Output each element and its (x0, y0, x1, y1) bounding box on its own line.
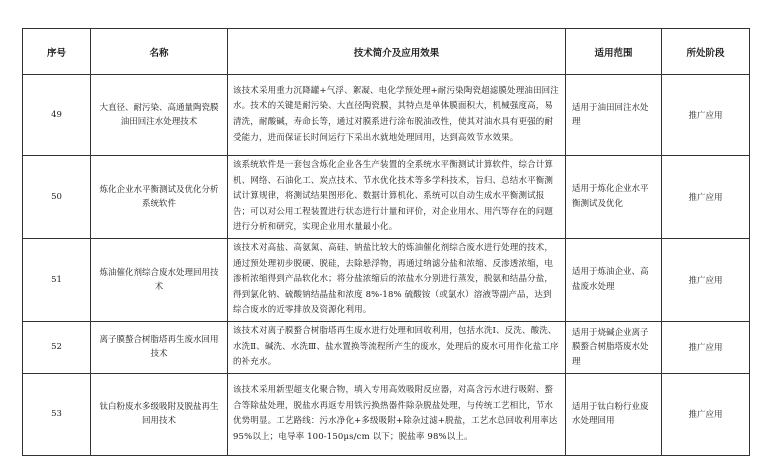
table-row (23, 321, 750, 373)
table-header-row (23, 29, 750, 75)
row-name: 炼油催化剂综合废水处理回用技术 (91, 238, 228, 321)
row-number: 49 (23, 75, 91, 156)
row-stage: 推广应用 (662, 75, 750, 156)
header-no: 序号 (23, 29, 91, 75)
header-name: 名称 (91, 29, 228, 75)
row-name: 大直径、耐污染、高通量陶瓷膜油田回注水处理技术 (91, 75, 228, 156)
row-number: 50 (23, 156, 91, 239)
header-stage: 所处阶段 (662, 29, 750, 75)
technology-table (22, 28, 750, 456)
row-stage: 推广应用 (662, 321, 750, 373)
table-row (23, 75, 750, 156)
table-row (23, 156, 750, 239)
row-number: 51 (23, 238, 91, 321)
row-name: 钛白粉废水多级吸附及脱盐再生回用技术 (91, 373, 228, 455)
table-row (23, 373, 750, 455)
row-stage: 推广应用 (662, 373, 750, 455)
row-number: 52 (23, 321, 91, 373)
row-description: 该技术对离子膜螯合树脂塔再生废水进行处理和回收利用，包括水洗Ⅰ、反洗、酸洗、水洗Ⅱ、碱洗、水洗Ⅲ、盐水置换等流程所产生的废水，处理后的废水可用作化盐工序的补充水。 (228, 321, 566, 373)
row-scope: 适用于炼油企业、高盐废水处理 (566, 238, 662, 321)
header-scope: 适用范围 (566, 29, 662, 75)
row-description: 该技术采用新型超支化聚合物，填入专用高效吸附反应器，对高含污水进行吸附、螯合等除盐处理，脱盐水再返专用铁污换热器件除杂脱盐处理，与传统工艺相比，节水优势明显。工艺路线：污水净化+多级吸附+除杂过滤+脱盐，工艺水总回收利用率达 95%以上；电导率 100-150μs/cm 以下；脱盐率 98%以上。 (228, 373, 566, 455)
row-stage: 推广应用 (662, 238, 750, 321)
row-name: 离子膜螯合树脂塔再生废水回用技术 (91, 321, 228, 373)
table-row (23, 238, 750, 321)
row-description: 该技术采用重力沉降罐+气浮、絮凝、电化学预处理+耐污染陶瓷超滤膜处理油田回注水。技术的关键是耐污染、大直径陶瓷膜，其特点是单体膜面积大，机械强度高，易清洗，耐酸碱，寿命长等，通过对膜系进行涂布脱油改性，使其对油水具有更强的耐受能力，进而保证长时间运行下采出水就地处理回用，达到高效节水效果。 (228, 75, 566, 156)
row-stage: 推广应用 (662, 156, 750, 239)
row-scope: 适用于油田回注水处理 (566, 75, 662, 156)
row-scope: 适用于炼化企业水平衡测试及优化 (566, 156, 662, 239)
header-desc: 技术简介及应用效果 (228, 29, 566, 75)
row-number: 53 (23, 373, 91, 455)
row-description: 该系统软件是一套包含炼化企业各生产装置的全系统水平衡测试计算软件，综合计算机、网络、石油化工、炭点技术、节水优化技术等多学科技术，旨归、总结水平衡测试计算规律，将测试结果图形化、数据计算机化、系统可以自动生成水平衡测试报告；可以对公用工程装置进行状态进行计量和评价，对企业用水、用汽等存在的问题进行分析和研究，实现企业用水量最小化。 (228, 156, 566, 239)
row-scope: 适用于钛白粉行业废水处理回用 (566, 373, 662, 455)
row-scope: 适用于烧碱企业离子膜螯合树脂塔废水处理 (566, 321, 662, 373)
row-name: 炼化企业水平衡测试及优化分析系统软件 (91, 156, 228, 239)
row-description: 该技术对高盐、高氨氮、高硅、钠盐比较大的炼油催化剂综合废水进行处理的技术，通过预处理初步脱硬、脱硅，去除悬浮物，再通过纳滤分盐和浓缩、反渗透浓缩，电渗析浓缩得到产品软化水；将分盐浓缩后的浓盐水分别进行蒸发，脱氨和结晶分盐，得到氯化钠、硫酸钠结晶盐和浓度 8%-18% 硫酸铵（或氯水）溶液等副产品，达到综合废水的近零排放及资源化利用。 (228, 238, 566, 321)
